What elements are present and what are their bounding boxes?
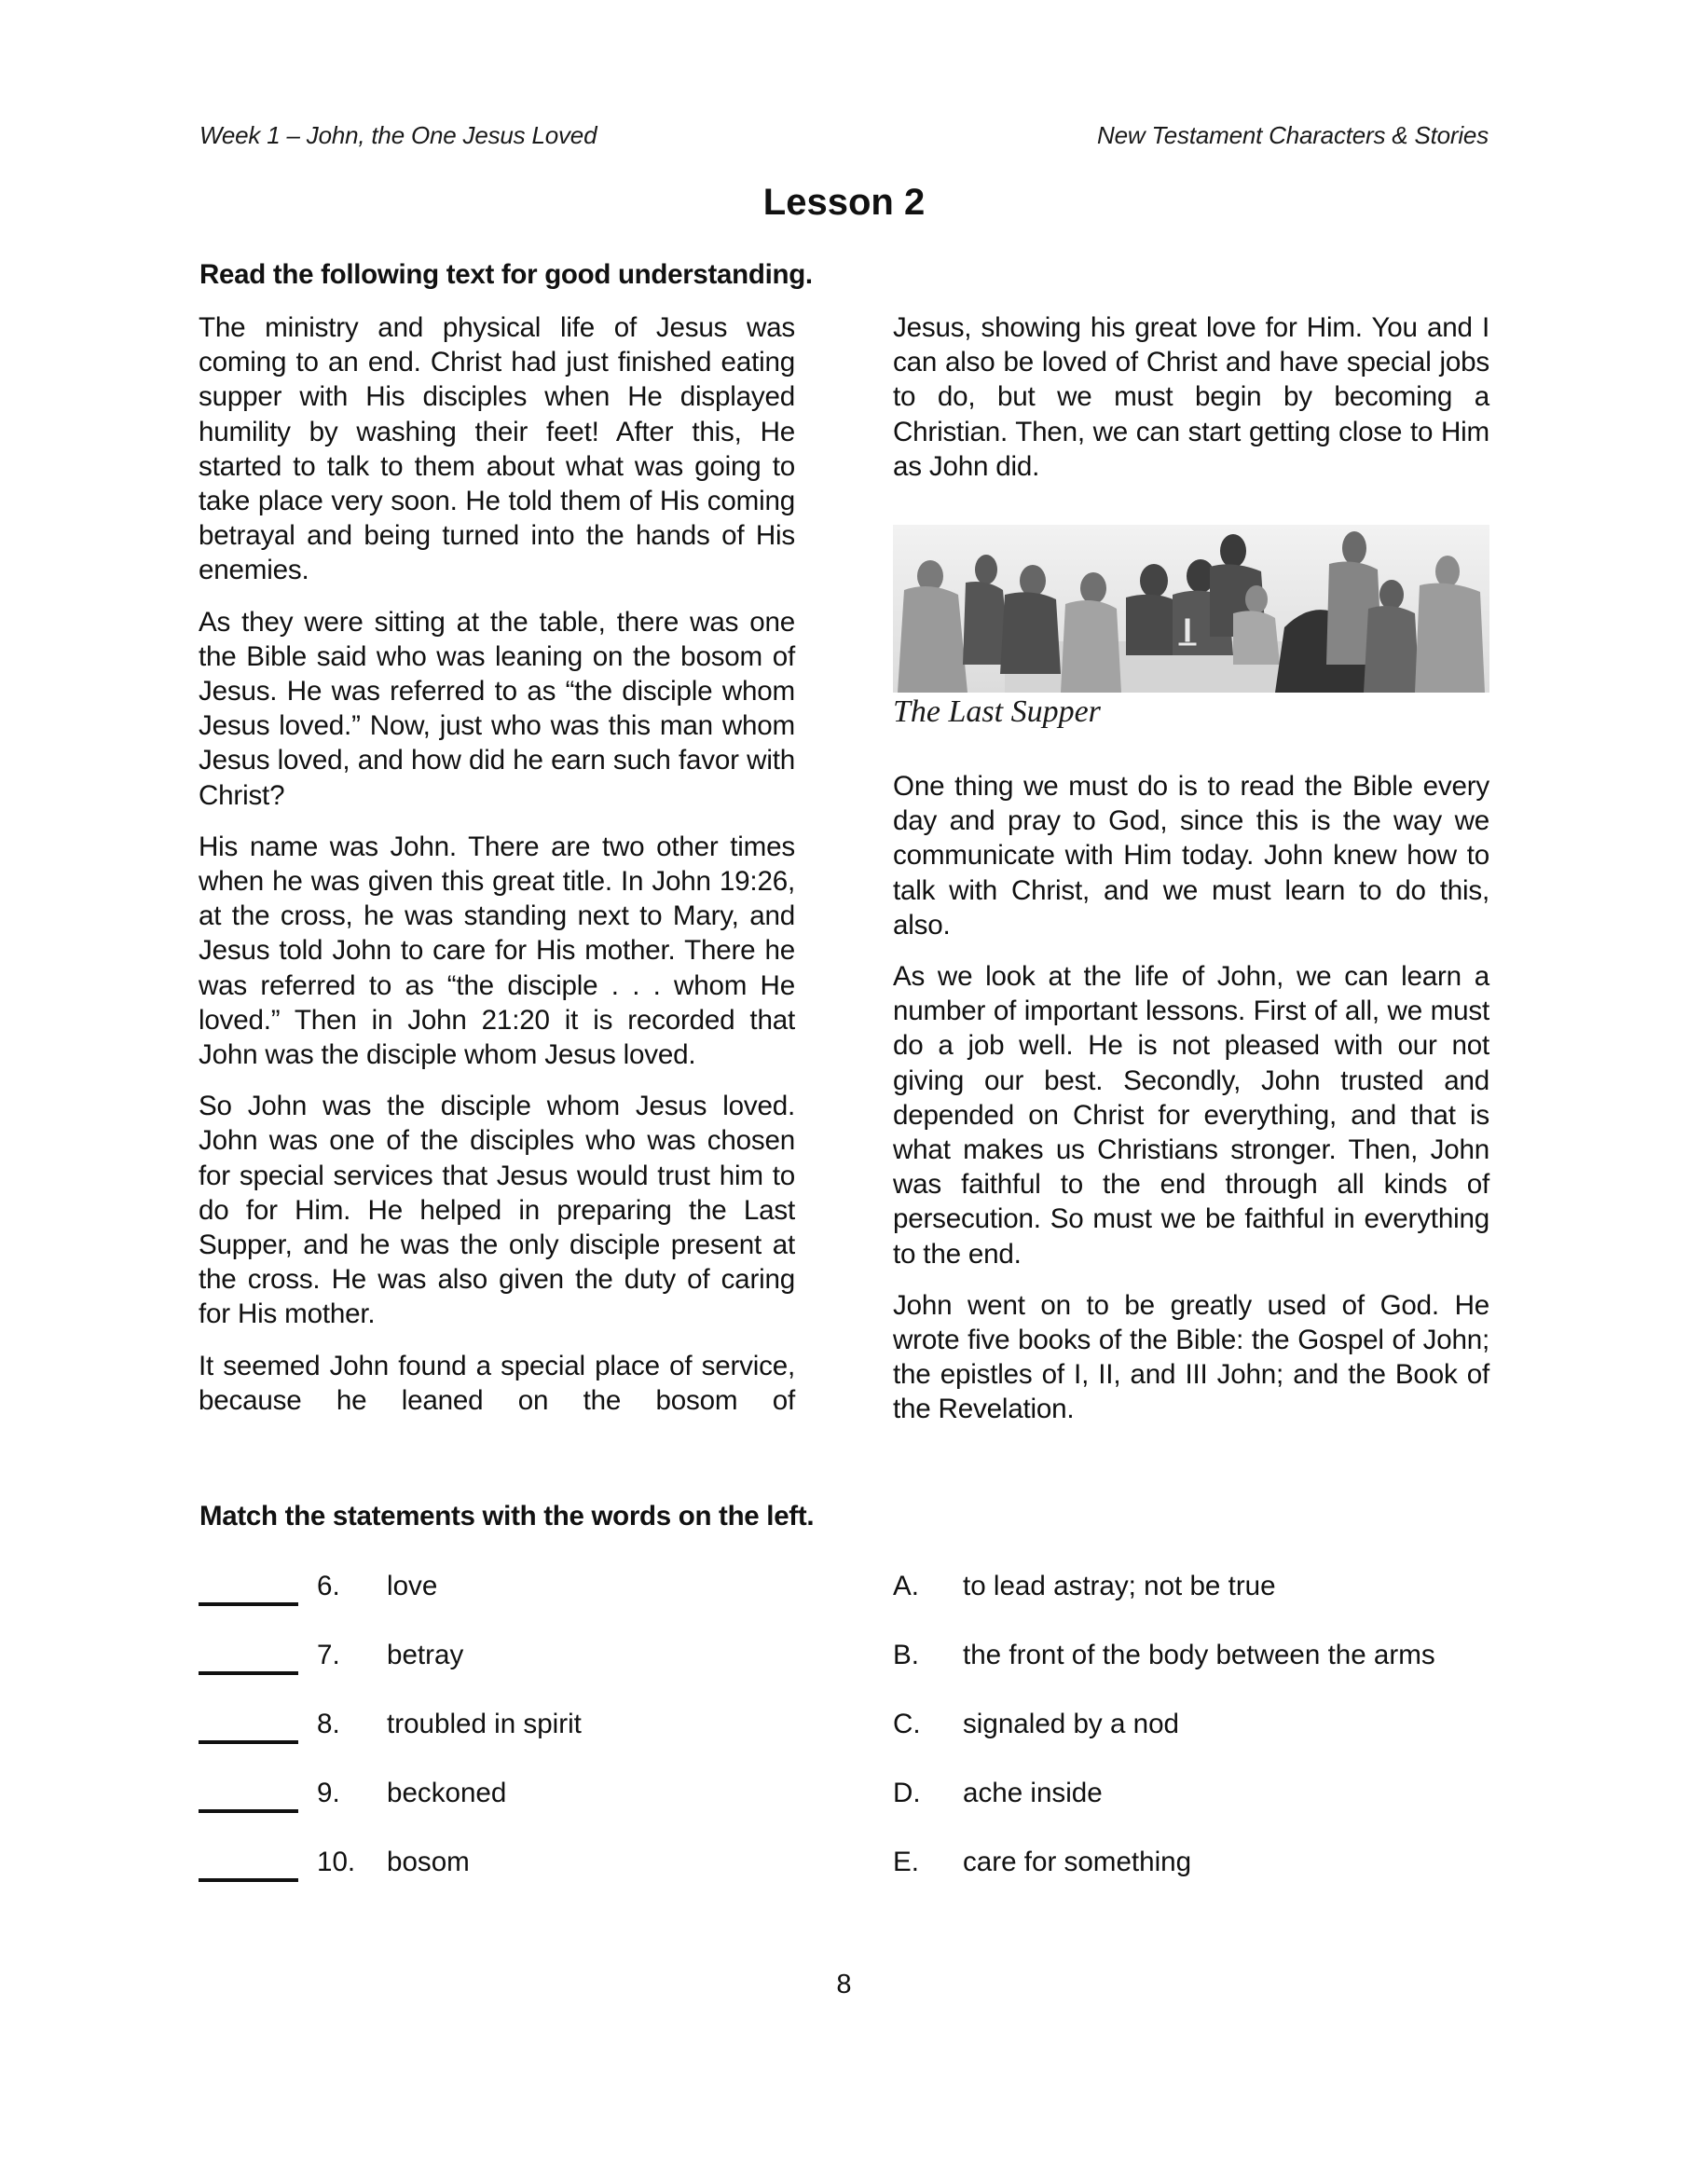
- lesson-title: Lesson 2: [762, 182, 926, 223]
- paragraph: Jesus, showing his great love for Him. You and I can also be loved of Christ and have special jobs to do, but we must begin by becoming a Christian. Then, we can start getting close to Him as John did.: [893, 312, 1489, 482]
- definition-letter: C.: [893, 1709, 921, 1739]
- match-definition: [893, 1847, 1499, 1884]
- paragraph: As they were sitting at the table, there was one the Bible said who was leaning on the bosom of Jesus. He was referred to as “the disciple whom Jesus loved.” Now, just who was this man whom Jesus loved, and how did he earn such favor with Christ?: [199, 606, 795, 811]
- running-head-left: Week 1 – John, the One Jesus Loved: [199, 121, 597, 149]
- match-item: [199, 1778, 776, 1815]
- answer-blank[interactable]: [199, 1809, 298, 1813]
- left-text-column: [199, 310, 795, 1435]
- paragraph: So John was the disciple whom Jesus loved. John was one of the disciples who was chosen for special services that Jesus would trust him to do for Him. He helped in preparing the Last Supper, and he was the only disciple present at the cross. He was also given the duty of caring for His mother.: [199, 1091, 795, 1330]
- match-item: [199, 1571, 776, 1608]
- last-supper-image: [893, 525, 1489, 693]
- item-word: beckoned: [387, 1778, 507, 1808]
- match-item: [199, 1640, 776, 1677]
- image-caption: The Last Supper: [893, 694, 1101, 729]
- definition-letter: A.: [893, 1571, 919, 1601]
- paragraph: One thing we must do is to read the Bible every day and pray to God, since this is the way we communicate with Him today. John knew how to talk with Christ, and we must learn to do this, also.: [893, 771, 1489, 941]
- definition-text: to lead astray; not be true: [963, 1571, 1276, 1601]
- answer-blank[interactable]: [199, 1878, 298, 1882]
- item-number: 10.: [317, 1847, 356, 1877]
- definition-text: ache inside: [963, 1778, 1103, 1808]
- match-item: [199, 1847, 776, 1884]
- paragraph: It seemed John found a special place of service, because he leaned on the bosom of: [199, 1350, 795, 1416]
- match-definition: [893, 1709, 1499, 1746]
- item-word: betray: [387, 1640, 464, 1670]
- page-number: 8: [836, 1970, 852, 1999]
- right-text-column-bottom: [893, 769, 1489, 1444]
- item-number: 9.: [317, 1778, 340, 1808]
- match-item: [199, 1709, 776, 1746]
- definition-letter: D.: [893, 1778, 921, 1808]
- paragraph: John went on to be greatly used of God. He wrote five books of the Bible: the Gospel of John; the epistles of I, II, and III John; and the Book of the Revelation.: [893, 1289, 1489, 1425]
- matching-instruction: Match the statements with the words on the left.: [199, 1501, 815, 1532]
- definition-text: signaled by a nod: [963, 1709, 1179, 1739]
- match-definition: [893, 1640, 1499, 1677]
- item-word: love: [387, 1571, 438, 1601]
- match-definition: [893, 1778, 1499, 1815]
- item-number: 7.: [317, 1640, 340, 1670]
- definition-text: care for something: [963, 1847, 1192, 1877]
- answer-blank[interactable]: [199, 1602, 298, 1606]
- paragraph: As we look at the life of John, we can learn a number of important lessons. First of all, we must do a job well. He is not pleased with our not giving our best. Secondly, John trusted and depended on Christ for everything, and that is what makes us Christians stronger. Then, John was faithful to the end through all kinds of persecution. So must we be faithful in everything to the end.: [893, 961, 1489, 1270]
- answer-blank[interactable]: [199, 1671, 298, 1675]
- running-head-right: New Testament Characters & Stories: [1097, 121, 1489, 149]
- item-word: bosom: [387, 1847, 470, 1877]
- definition-letter: E.: [893, 1847, 919, 1877]
- paragraph: His name was John. There are two other times when he was given this great title. In John 19:26, at the cross, he was standing next to Mary, and Jesus told John to care for His mother. There he was referred to as “the disciple . . . whom He loved.” Then in John 21:20 it is recorded that John was the disciple whom Jesus loved.: [199, 831, 795, 1071]
- right-text-column-top: [893, 310, 1489, 501]
- reading-instruction: Read the following text for good understanding.: [199, 259, 813, 290]
- definition-text: the front of the body between the arms: [963, 1640, 1435, 1670]
- answer-blank[interactable]: [199, 1740, 298, 1744]
- item-word: troubled in spirit: [387, 1709, 582, 1739]
- match-definition: [893, 1571, 1499, 1608]
- definition-letter: B.: [893, 1640, 919, 1670]
- item-number: 8.: [317, 1709, 340, 1739]
- last-supper-illustration: [893, 525, 1489, 693]
- item-number: 6.: [317, 1571, 340, 1601]
- paragraph: The ministry and physical life of Jesus was coming to an end. Christ had just finished eating supper with His disciples when He displayed humility by washing their feet! After this, He started to talk to them about what was going to take place very soon. He told them of His coming betrayal and being turned into the hands of His enemies.: [199, 312, 795, 586]
